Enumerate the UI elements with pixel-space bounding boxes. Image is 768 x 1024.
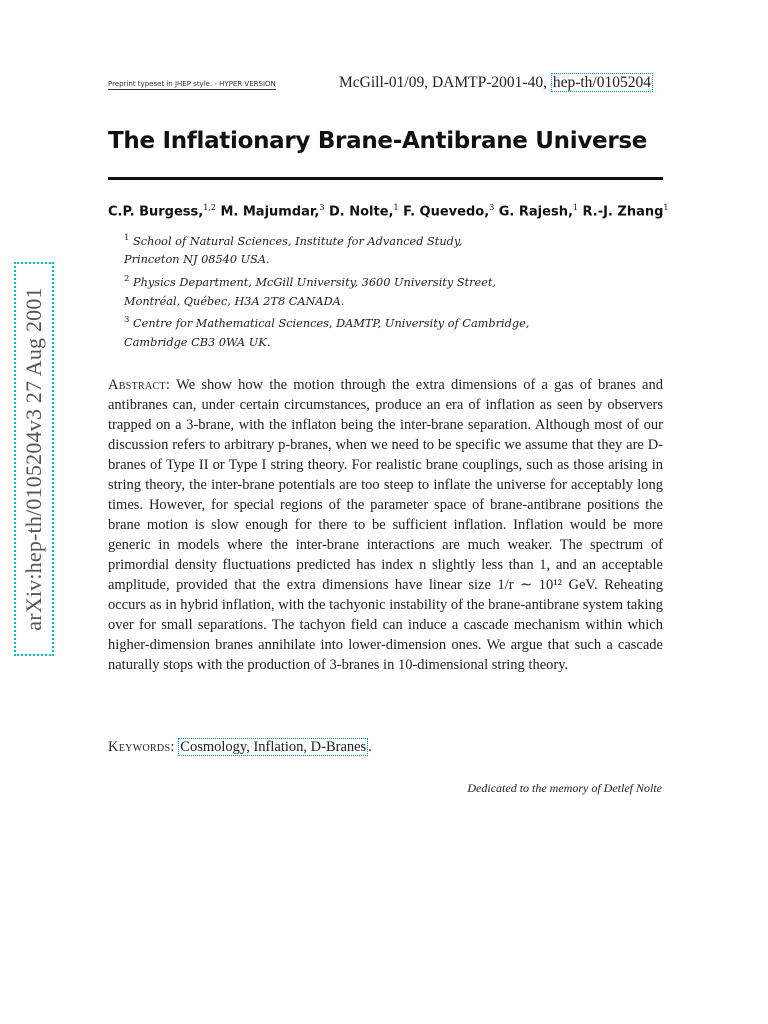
affiliation-text: Centre for Mathematical Sciences, DAMTP, University of Cambridge, (133, 317, 530, 331)
affiliation-line (124, 229, 529, 251)
author-name: F. Quevedo, (403, 204, 490, 220)
author-name: D. Nolte, (328, 204, 394, 220)
author-name: M. Majumdar, (220, 204, 320, 220)
author-affil: 3 (319, 203, 325, 212)
author-name: G. Rajesh, (498, 204, 573, 220)
abstract-text: We show how the motion through the extra dimensions of a gas of branes and antibranes can, under certain circumstances, produce an era of inflation as seen by observers trapped on a 3-brane, with the inflaton being the inter-brane separation. Although most of our discussion refers to arbitrary p-branes, when we need to be specific we assume that they are D-branes of Type II or Type I string theory. For realistic brane couplings, such as those arising in string theory, the inter-brane potentials are too steep to inflate the universe for acceptably long times. However, for special regions of the parameter space of brane-antibrane positions the brane motion is slow enough for there to be sufficient inflation. Inflation would be more generic in models where the inter-brane interactions are much weaker. The spectrum of primordial density fluctuations predicted has index n slightly less than 1, and an acceptable amplitude, provided that the extra dimensions have linear size 1/r ∼ 10¹² GeV. Reheating occurs as in hybrid inflation, with the tachyonic instability of the brane-antibrane system taking over for small separations. The tachyon field can induce a cascade mechanism within which higher-dimension branes annihilate into lower-dimension ones. We argue that such a cascade naturally stops with the production of 3-branes in 10-dimensional string theory. (108, 377, 663, 673)
keywords (108, 739, 372, 756)
affiliation-text: School of Natural Sciences, Institute for Advanced Study, (133, 234, 463, 248)
arxiv-side-stamp[interactable] (14, 262, 54, 656)
affiliation-text: Montréal, Québec, H3A 2T8 CANADA. (124, 294, 345, 308)
abstract (108, 375, 663, 675)
title-rule (108, 177, 663, 180)
affiliation-text: Cambridge CB3 0WA UK. (124, 335, 271, 349)
keywords-end: . (368, 739, 372, 755)
affiliation-line (124, 251, 529, 270)
arxiv-id-link[interactable]: hep-th/0105204 (552, 74, 651, 91)
keywords-link[interactable]: Cosmology, Inflation, D-Branes (180, 739, 367, 755)
author-list (108, 203, 669, 219)
affiliation-line (124, 293, 529, 312)
affiliation-line (124, 334, 529, 353)
keywords-label: Keywords: (108, 739, 175, 755)
author-affil: 3 (489, 203, 495, 212)
abstract-label: Abstract: (108, 377, 171, 393)
preprint-note: Preprint typeset in JHEP style. - HYPER VERSION (108, 80, 276, 88)
author-affil: 1 (393, 203, 399, 212)
author-affil: 1 (663, 203, 669, 212)
affiliation-text: Physics Department, McGill University, 3600 University Street, (133, 275, 497, 289)
paper-title: The Inflationary Brane-Antibrane Universe (108, 128, 648, 154)
arxiv-stamp-text: arXiv:hep-th/0105204v3 27 Aug 2001 (21, 287, 46, 631)
affiliation-number: 1 (124, 233, 130, 243)
report-numbers (339, 74, 653, 92)
author-name: C.P. Burgess, (108, 204, 204, 220)
report-numbers-text: McGill-01/09, DAMTP-2001-40, (339, 74, 551, 91)
affiliations (124, 229, 529, 353)
author-affil: 1 (572, 203, 578, 212)
dedication: Dedicated to the memory of Detlef Nolte (467, 781, 662, 795)
affiliation-line (124, 270, 529, 292)
affiliation-number: 2 (124, 274, 130, 285)
affiliation-text: Princeton NJ 08540 USA. (124, 253, 270, 267)
author-name: R.-J. Zhang (582, 204, 664, 220)
author-affil: 1,2 (203, 203, 216, 212)
affiliation-number: 3 (124, 315, 130, 326)
affiliation-line (124, 311, 529, 333)
